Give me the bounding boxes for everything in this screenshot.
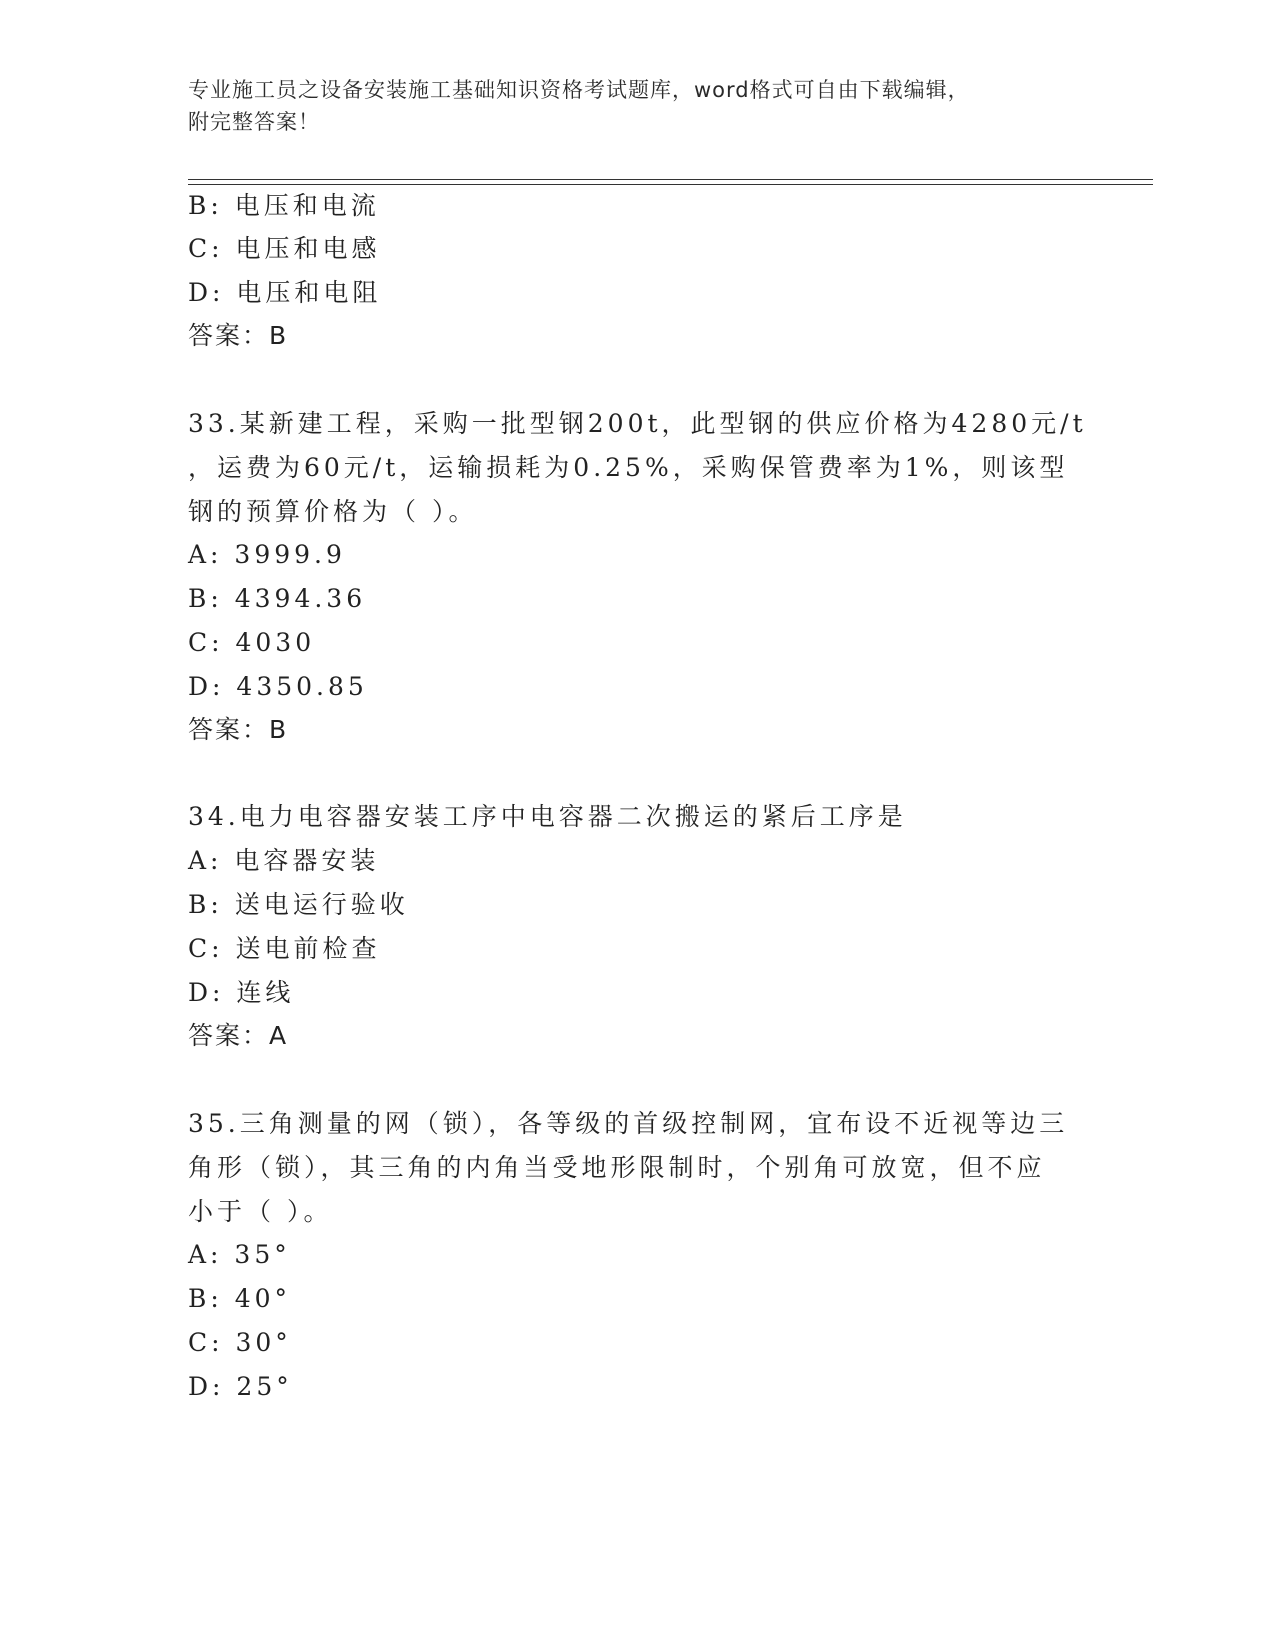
question-35-option-a: A: 35° — [188, 1240, 291, 1269]
option-d: D: 电压和电阻 — [188, 278, 382, 307]
option-c: C: 电压和电感 — [188, 234, 381, 263]
question-33-option-a: A: 3999.9 — [188, 540, 346, 569]
header-line-2: 附完整答案！ — [188, 110, 320, 134]
question-35-line-3: 小于（ ）。 — [188, 1197, 333, 1226]
question-34-option-b: B: 送电运行验收 — [188, 890, 409, 919]
question-35-option-d: D: 25° — [188, 1372, 293, 1401]
question-33-answer: 答案：B — [188, 715, 289, 744]
question-34-option-c: C: 送电前检查 — [188, 934, 381, 963]
question-35-line-2: 角形（锁），其三角的内角当受地形限制时，个别角可放宽，但不应 — [188, 1153, 1046, 1182]
question-34-answer: 答案：A — [188, 1021, 289, 1050]
question-33-option-c: C: 4030 — [188, 628, 316, 657]
question-34-option-d: D: 连线 — [188, 978, 295, 1007]
question-33-line-2: ，运费为60元/t，运输损耗为0.25%，采购保管费率为1%，则该型 — [188, 453, 1069, 482]
question-35-line-1: 35.三角测量的网（锁），各等级的首级控制网，宜布设不近视等边三 — [188, 1109, 1069, 1138]
header-line-1: 专业施工员之设备安装施工基础知识资格考试题库，word格式可自由下载编辑， — [188, 78, 970, 102]
question-35-option-c: C: 30° — [188, 1328, 292, 1357]
header-divider-top — [188, 179, 1153, 180]
header-divider-bottom — [188, 184, 1153, 185]
question-34-line-1: 34.电力电容器安装工序中电容器二次搬运的紧后工序是 — [188, 802, 907, 831]
question-33-option-b: B: 4394.36 — [188, 584, 367, 613]
question-33-line-3: 钢的预算价格为（ ）。 — [188, 497, 478, 526]
question-34-option-a: A: 电容器安装 — [188, 846, 380, 875]
answer-label: 答案：B — [188, 321, 289, 350]
question-33-option-d: D: 4350.85 — [188, 672, 368, 701]
question-33-line-1: 33.某新建工程，采购一批型钢200t，此型钢的供应价格为4280元/t — [188, 409, 1087, 438]
question-35-option-b: B: 40° — [188, 1284, 292, 1313]
document-header — [188, 74, 1088, 138]
option-b: B: 电压和电流 — [188, 191, 380, 220]
